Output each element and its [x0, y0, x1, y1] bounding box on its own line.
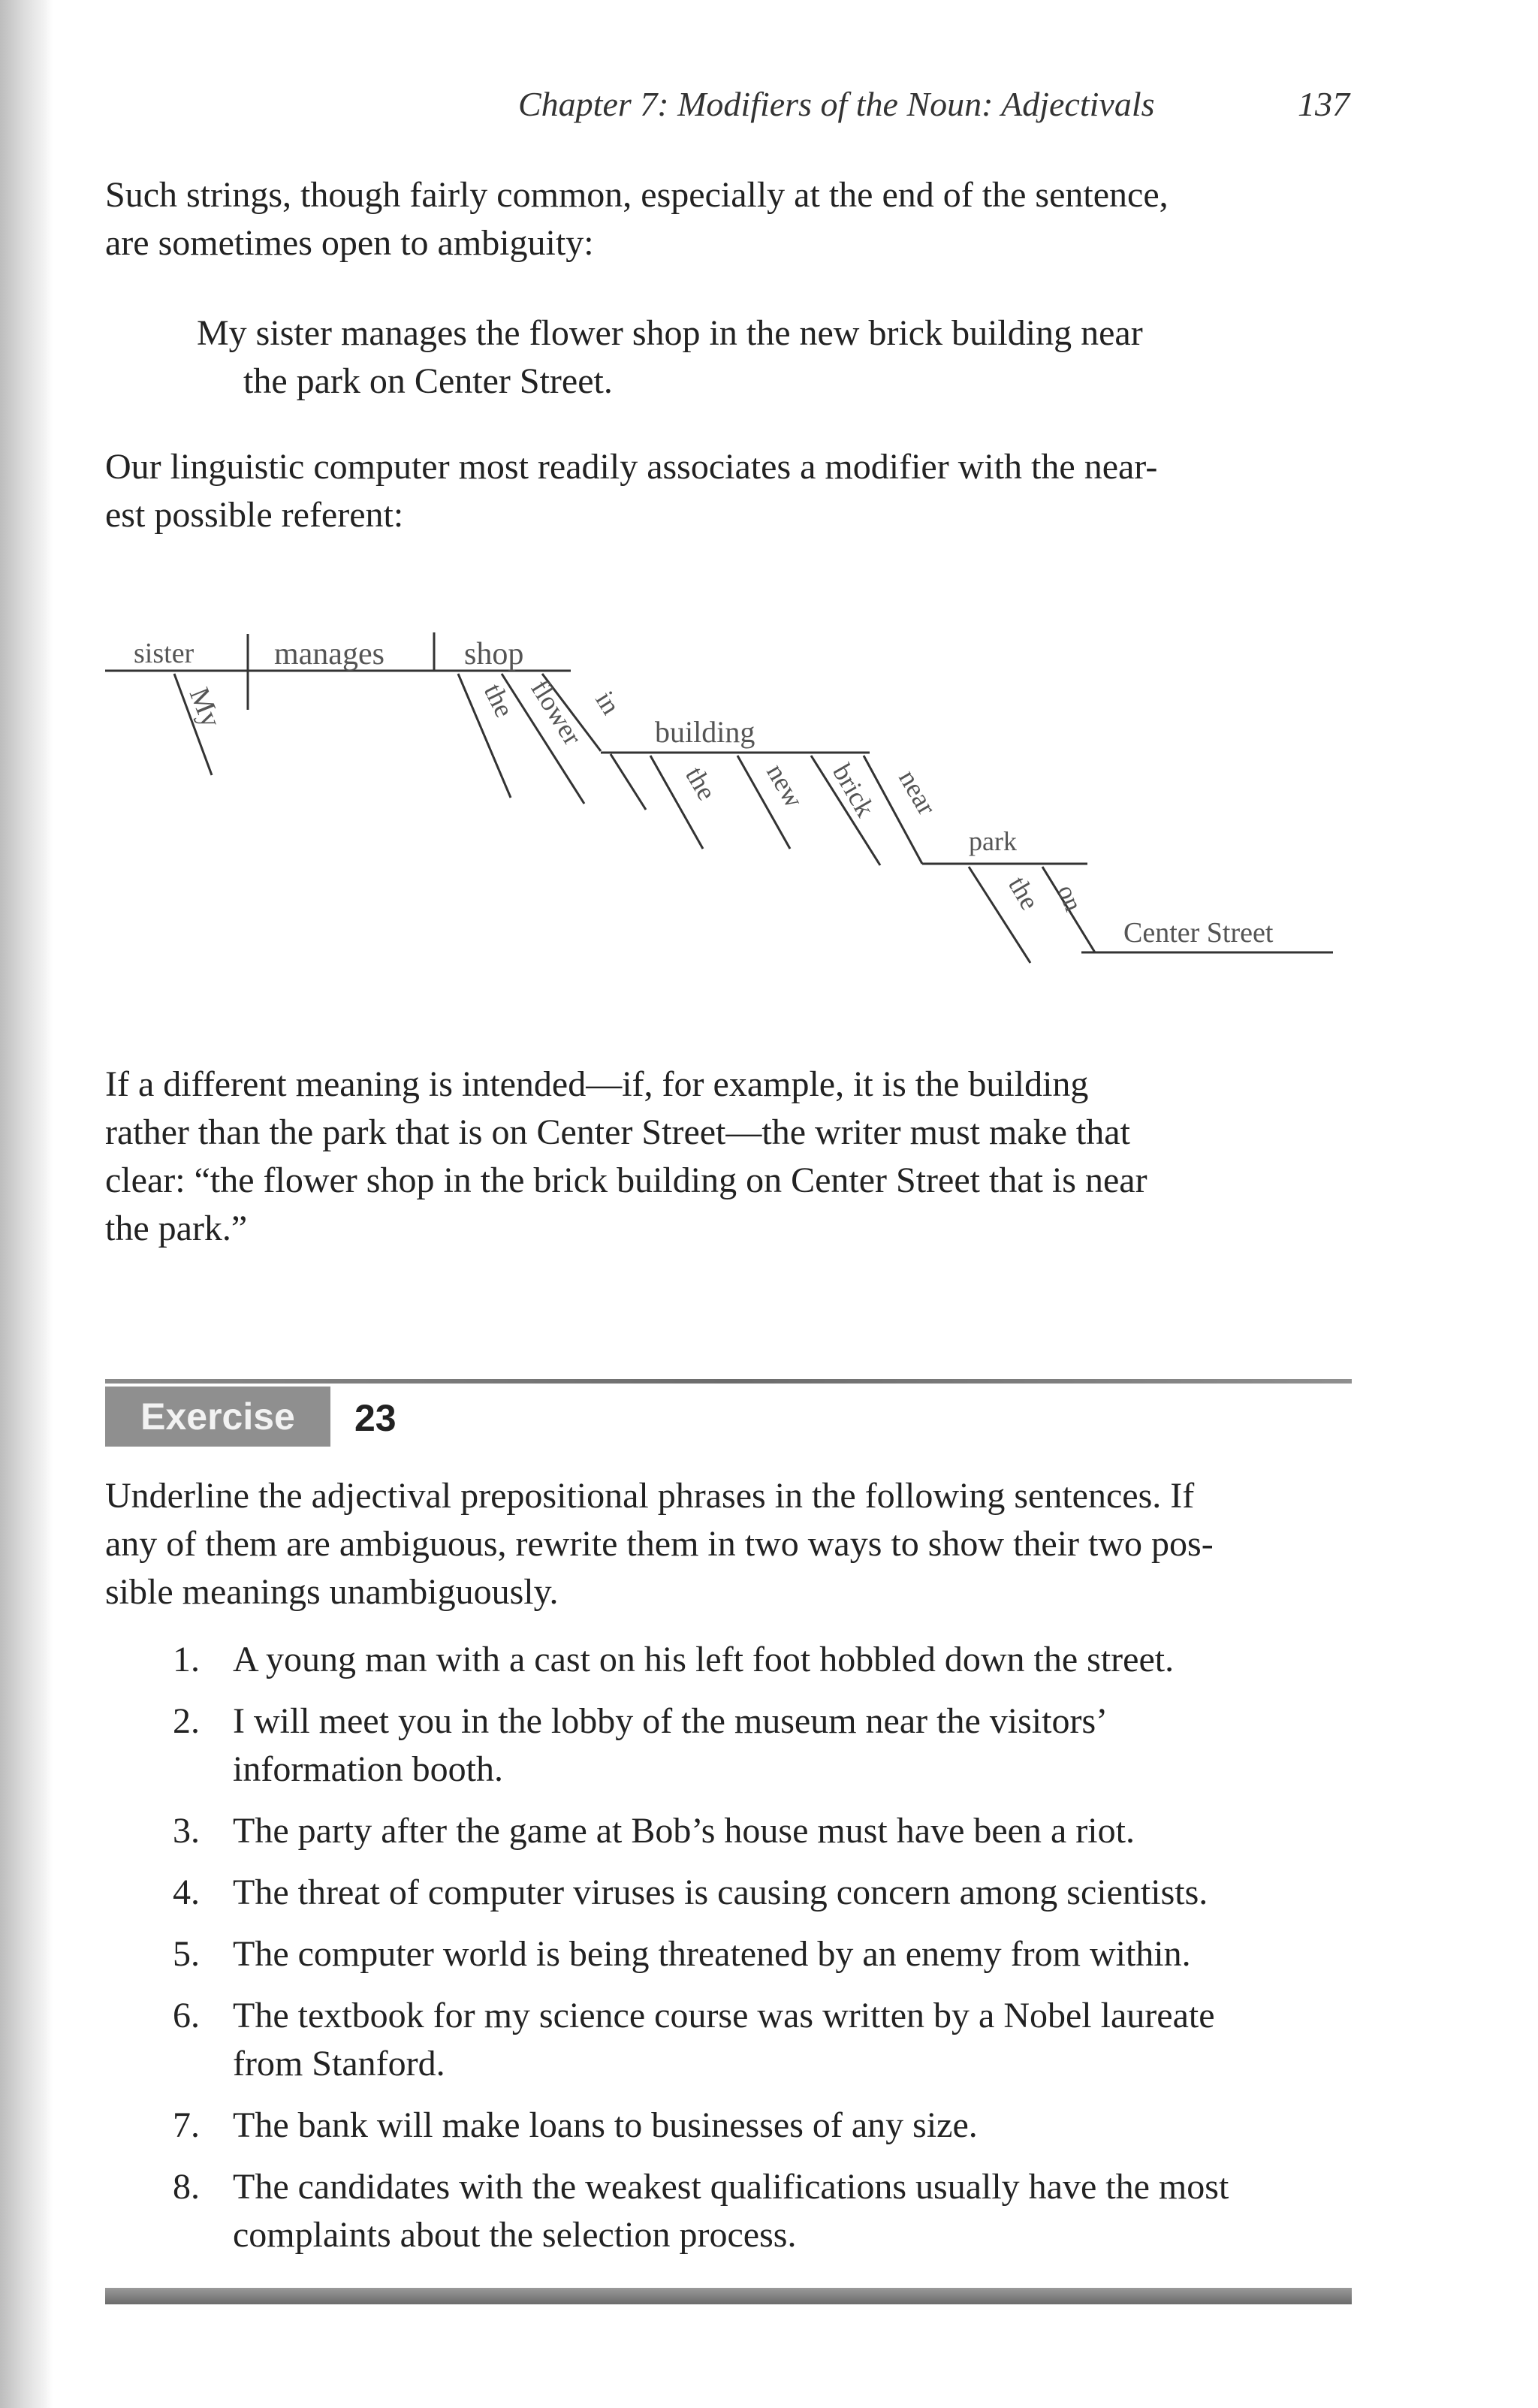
item-text: The threat of computer viruses is causing concern among scientists. [233, 1872, 1208, 1912]
exercise-item [0, 2163, 1427, 2259]
text-line: sible meanings unambiguously. [105, 1572, 559, 1612]
text-line: Underline the adjectival prepositional phrases in the following sentences. If [105, 1476, 1195, 1516]
item-number: 1. [173, 1640, 200, 1679]
text-line: any of them are ambiguous, rewrite them in two ways to show their two pos- [105, 1524, 1214, 1564]
item-number: 4. [173, 1872, 200, 1912]
diagram-word-building: building [655, 715, 755, 749]
text-line: Our linguistic computer most readily associates a modifier with the near- [105, 447, 1158, 487]
exercise-item [0, 1930, 1427, 1978]
diagram-word-flower: flower [525, 674, 588, 750]
chapter-title: Chapter 7: Modifiers of the Noun: Adjectivals [518, 85, 1155, 123]
exercise-item [0, 1869, 1427, 1917]
item-number: 7. [173, 2105, 200, 2145]
diagram-word-sister: sister [134, 638, 195, 669]
text-line: Such strings, though fairly common, especially at the end of the sentence, [105, 175, 1169, 215]
item-text: The textbook for my science course was written by a Nobel laureate [233, 1996, 1215, 2035]
exercise-top-rule [105, 1379, 1352, 1384]
text-line: clear: “the flower shop in the brick building on Center Street that is near [105, 1160, 1147, 1200]
item-text: The candidates with the weakest qualifications usually have the most [233, 2167, 1229, 2207]
diagram-word-the-1: the [478, 678, 520, 723]
diagram-word-brick: brick [827, 759, 881, 822]
exercise-item [0, 1992, 1427, 2088]
exercise-item [0, 1636, 1427, 1684]
exercise-list [0, 1636, 1427, 2273]
intro-paragraph [105, 171, 1367, 267]
diagram-word-the-3: the [1003, 871, 1045, 916]
diagram-word-my: My [182, 683, 228, 732]
running-header [0, 75, 1538, 128]
diagram-word-on: on [1051, 881, 1087, 916]
text-line: My sister manages the flower shop in the new brick building near [197, 313, 1143, 353]
exercise-number: 23 [354, 1397, 397, 1439]
item-number: 2. [173, 1701, 200, 1741]
item-number: 6. [173, 1996, 200, 2035]
diagram-word-the-2: the [680, 762, 722, 806]
item-number: 5. [173, 1934, 200, 1974]
diagram-words [134, 637, 1274, 949]
item-number: 3. [173, 1811, 200, 1851]
item-text: information booth. [233, 1749, 503, 1789]
exercise-item [0, 2102, 1427, 2150]
exercise-label: Exercise [105, 1387, 330, 1447]
diagram-word-new: new [761, 759, 810, 813]
exercise-instructions [105, 1472, 1367, 1616]
diagram-word-shop: shop [464, 637, 524, 671]
exercise-bottom-rule [105, 2288, 1352, 2304]
item-text: from Stanford. [233, 2044, 445, 2084]
text-line: rather than the park that is on Center Street—the writer must make that [105, 1112, 1130, 1152]
item-text: The computer world is being threatened by an enemy from within. [233, 1934, 1191, 1974]
diagram-word-near: near [893, 765, 942, 820]
page-number: 137 [1298, 85, 1350, 123]
item-text: A young man with a cast on his left foot hobbled down the street. [233, 1640, 1175, 1679]
text-line: the park.” [105, 1209, 248, 1248]
diagram-word-manages: manages [274, 637, 384, 671]
diagram-word-center-street: Center Street [1123, 917, 1274, 949]
text-line: are sometimes open to ambiguity: [105, 223, 594, 263]
paragraph-ambiguity [105, 1061, 1367, 1253]
diagram-word-in: in [590, 686, 626, 720]
text-line: the park on Center Street. [243, 361, 613, 401]
item-text: complaints about the selection process. [233, 2215, 797, 2255]
exercise-item [0, 1807, 1427, 1855]
diagram-lines [105, 632, 1333, 963]
paragraph-referent [105, 443, 1367, 539]
example-sentence [197, 309, 1143, 406]
text-line: est possible referent: [105, 495, 404, 535]
item-text: The bank will make loans to businesses of any size. [233, 2105, 978, 2145]
item-text: I will meet you in the lobby of the museum near the visitors’ [233, 1701, 1108, 1741]
modifier-line-the-2 [611, 754, 646, 810]
item-number: 8. [173, 2167, 200, 2207]
text-line: If a different meaning is intended—if, for example, it is the building [105, 1064, 1089, 1104]
item-text: The party after the game at Bob’s house must have been a riot. [233, 1811, 1135, 1851]
diagram-word-park: park [969, 826, 1017, 856]
exercise-item [0, 1697, 1427, 1794]
sentence-diagram [0, 601, 1538, 1021]
